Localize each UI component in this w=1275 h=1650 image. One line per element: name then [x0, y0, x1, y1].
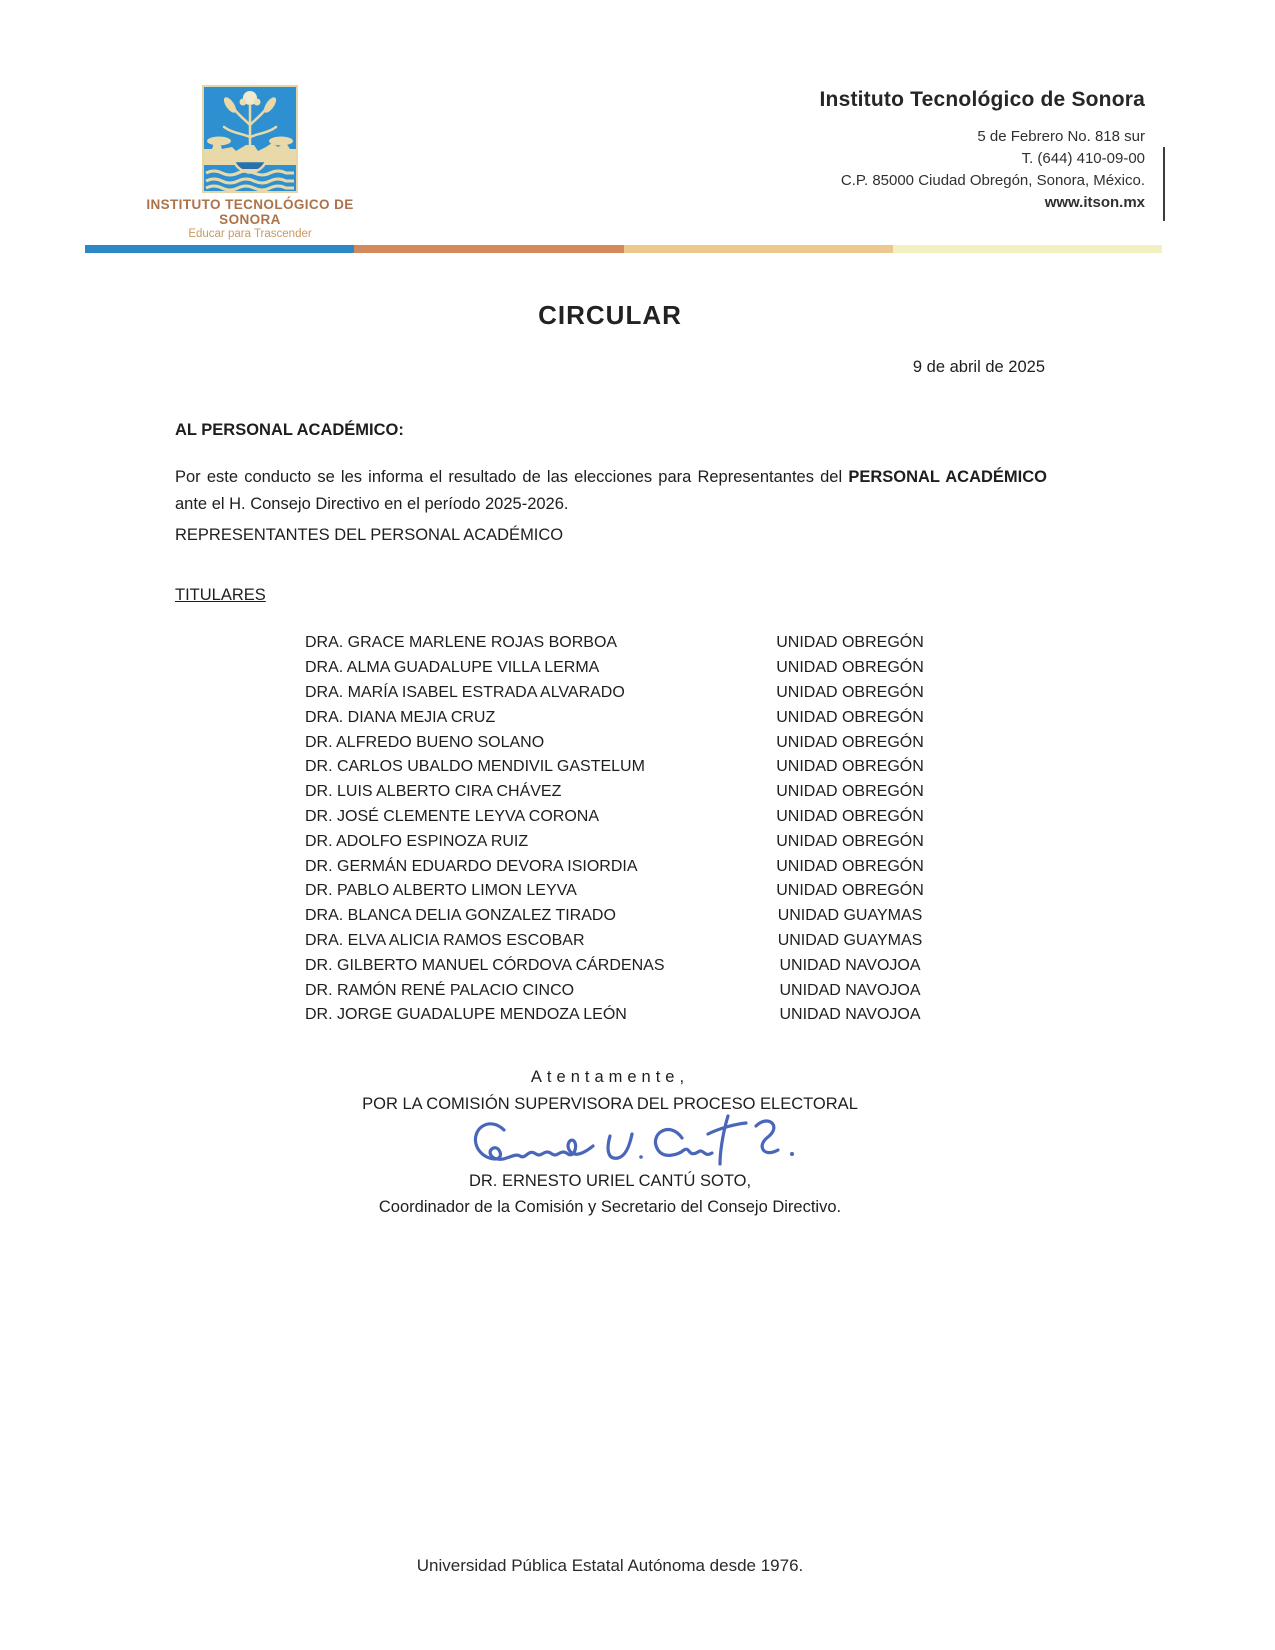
representative-name: DR. GERMÁN EDUARDO DEVORA ISIORDIA: [305, 857, 638, 875]
representative-row: [305, 879, 965, 904]
body-text-post: ante el H. Consejo Directivo en el período 2025-2026.: [175, 495, 569, 513]
color-bar-segment-tan: [624, 245, 893, 253]
representative-unit: UNIDAD OBREGÓN: [776, 634, 924, 652]
representative-name: DR. GILBERTO MANUEL CÓRDOVA CÁRDENAS: [305, 956, 665, 974]
letterhead-contact-block: [585, 88, 1145, 214]
representative-name: DRA. MARÍA ISABEL ESTRADA ALVARADO: [305, 683, 625, 701]
representative-unit: UNIDAD OBREGÓN: [776, 857, 924, 875]
color-bar-segment-orange: [354, 245, 623, 253]
representative-unit: UNIDAD OBREGÓN: [776, 659, 924, 677]
representative-name: DR. CARLOS UBALDO MENDIVIL GASTELUM: [305, 758, 645, 776]
representative-name: DRA. GRACE MARLENE ROJAS BORBOA: [305, 634, 618, 652]
address-line-1: 5 de Febrero No. 818 sur: [977, 128, 1145, 145]
closing-commission-line: POR LA COMISIÓN SUPERVISORA DEL PROCESO ELECTORAL: [362, 1095, 858, 1113]
representative-unit: UNIDAD NAVOJOA: [779, 981, 921, 999]
representative-unit: UNIDAD OBREGÓN: [776, 807, 924, 825]
representative-row: [305, 805, 965, 830]
letterhead-vertical-rule: [1163, 147, 1165, 221]
representative-row: [305, 730, 965, 755]
body-paragraph: [175, 464, 1047, 519]
color-bar-segment-cream: [893, 245, 1162, 253]
representative-row: [305, 631, 965, 656]
representative-row: [305, 929, 965, 954]
representative-name: DRA. ELVA ALICIA RAMOS ESCOBAR: [305, 931, 585, 949]
representative-name: DR. ALFREDO BUENO SOLANO: [305, 733, 545, 751]
representative-row: [305, 829, 965, 854]
signer-title: Coordinador de la Comisión y Secretario del Consejo Directivo.: [378, 1198, 842, 1216]
letterhead-color-bar: [85, 245, 1162, 253]
representative-unit: UNIDAD OBREGÓN: [776, 832, 924, 850]
address-line-2: T. (644) 410-09-00: [1021, 150, 1145, 167]
representative-name: DRA. ALMA GUADALUPE VILLA LERMA: [305, 659, 600, 677]
representative-name: DR. ADOLFO ESPINOZA RUIZ: [305, 832, 529, 850]
representative-unit: UNIDAD OBREGÓN: [776, 733, 924, 751]
representative-row: [305, 755, 965, 780]
section-heading: REPRESENTANTES DEL PERSONAL ACADÉMICO: [175, 526, 564, 544]
representative-name: DR. JOSÉ CLEMENTE LEYVA CORONA: [305, 807, 599, 825]
representative-unit: UNIDAD NAVOJOA: [779, 1006, 921, 1024]
representative-row: [305, 953, 965, 978]
logo-organization-name: INSTITUTO TECNOLÓGICO DE SONORA: [146, 197, 354, 227]
color-bar-segment-blue: [85, 245, 354, 253]
address-line-3: C.P. 85000 Ciudad Obregón, Sonora, México.: [840, 172, 1145, 189]
representative-name: DRA. DIANA MEJIA CRUZ: [305, 708, 496, 726]
institute-website: www.itson.mx: [1044, 194, 1145, 211]
representative-row: [305, 705, 965, 730]
signer-name: DR. ERNESTO URIEL CANTÚ SOTO,: [468, 1172, 752, 1190]
itson-logo-icon: [202, 85, 298, 193]
representative-unit: UNIDAD GUAYMAS: [777, 907, 923, 925]
representative-name: DR. JORGE GUADALUPE MENDOZA LEÓN: [305, 1006, 627, 1024]
handwritten-signature: [460, 1112, 800, 1180]
representative-row: [305, 904, 965, 929]
institution-logo-block: [120, 85, 380, 240]
representative-row: [305, 854, 965, 879]
representative-name: DR. LUIS ALBERTO CIRA CHÁVEZ: [305, 783, 562, 801]
representative-row: [305, 780, 965, 805]
representative-name: DRA. BLANCA DELIA GONZALEZ TIRADO: [305, 907, 616, 925]
representative-unit: UNIDAD OBREGÓN: [776, 683, 924, 701]
institute-address: [585, 126, 1145, 214]
representative-row: [305, 978, 965, 1003]
representative-unit: UNIDAD OBREGÓN: [776, 783, 924, 801]
representative-name: DR. RAMÓN RENÉ PALACIO CINCO: [305, 981, 575, 999]
representative-row: [305, 681, 965, 706]
logo-tagline: Educar para Trascender: [188, 228, 312, 240]
body-text-pre: Por este conducto se les informa el resultado de las elecciones para Representantes del: [175, 467, 849, 486]
representatives-list: [305, 631, 965, 1028]
representative-unit: UNIDAD NAVOJOA: [779, 956, 921, 974]
closing-atentamente: Atentamente,: [530, 1068, 690, 1086]
subsection-heading-titulares: TITULARES: [175, 586, 266, 604]
representative-unit: UNIDAD OBREGÓN: [776, 882, 924, 900]
representative-row: [305, 1003, 965, 1028]
representative-name: DR. PABLO ALBERTO LIMON LEYVA: [305, 882, 577, 900]
representative-unit: UNIDAD OBREGÓN: [776, 708, 924, 726]
body-text-bold: PERSONAL ACADÉMICO: [848, 467, 1047, 486]
representative-row: [305, 656, 965, 681]
institute-name: Instituto Tecnológico de Sonora: [819, 88, 1145, 111]
document-title: CIRCULAR: [538, 300, 682, 330]
representative-unit: UNIDAD GUAYMAS: [777, 931, 923, 949]
document-date: 9 de abril de 2025: [912, 358, 1045, 376]
footer-motto: Universidad Pública Estatal Autónoma desde 1976.: [416, 1556, 804, 1575]
salutation: AL PERSONAL ACADÉMICO:: [175, 421, 404, 439]
representative-unit: UNIDAD OBREGÓN: [776, 758, 924, 776]
